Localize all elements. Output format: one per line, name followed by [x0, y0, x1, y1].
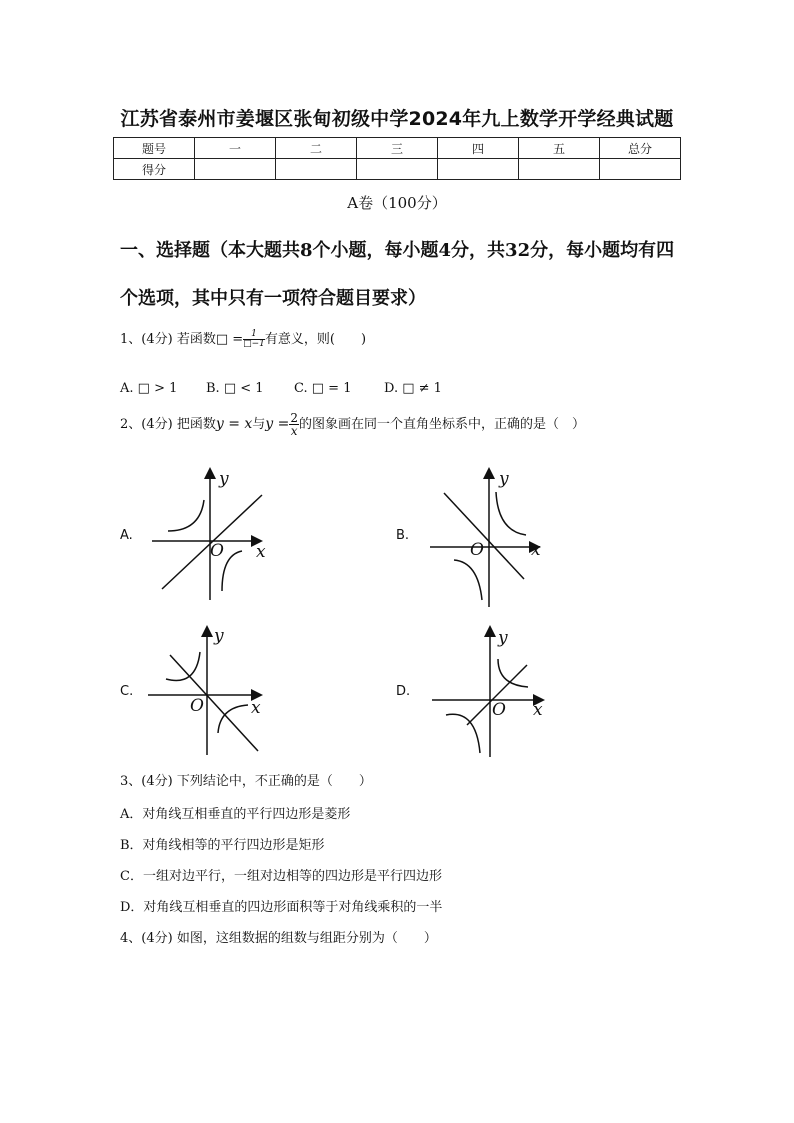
q1-option-a[interactable]: A. □ > 1 — [120, 381, 178, 396]
q1-option-c[interactable]: C. □ = 1 — [294, 381, 352, 396]
question-1-stem — [120, 328, 366, 349]
section-heading: 一、选择题（本大题共8个小题，每小题4分，共32分，每小题均有四个选项，其中只有一项符合题目要求） — [120, 240, 675, 309]
hyperbola-branch — [454, 560, 482, 600]
score-cell: 二 — [276, 138, 357, 159]
score-input-cell[interactable] — [519, 159, 600, 180]
q1-option-d[interactable]: D. □ ≠ 1 — [384, 381, 442, 396]
paper-part-heading: A卷（100分） — [347, 194, 447, 212]
score-cell: 题号 — [114, 138, 195, 159]
y-axis-label: y — [499, 469, 509, 489]
q1-prefix: 1、(4分) 若函数□ = — [120, 332, 244, 347]
line-y-equals-x — [444, 493, 524, 579]
graph-c[interactable] — [148, 625, 268, 760]
question-2-stem — [120, 412, 585, 437]
graph-a[interactable] — [150, 465, 270, 605]
score-input-cell[interactable] — [357, 159, 438, 180]
q3-option-b[interactable]: B．对角线相等的平行四边形是矩形 — [120, 838, 325, 853]
origin-label: O — [210, 541, 224, 561]
y-axis-label: y — [214, 626, 224, 646]
x-axis-label: x — [531, 540, 541, 560]
q3-option-d[interactable]: D．对角线互相垂直的四边形面积等于对角线乘积的一半 — [120, 900, 443, 915]
question-3-stem: 3、(4分) 下列结论中，不正确的是（ ） — [120, 774, 372, 789]
score-input-cell[interactable] — [195, 159, 276, 180]
q3-option-a[interactable]: A．对角线互相垂直的平行四边形是菱形 — [120, 807, 351, 822]
score-input-cell[interactable] — [438, 159, 519, 180]
question-1-options — [120, 381, 442, 396]
line-y-equals-x — [170, 655, 258, 751]
hyperbola-branch — [168, 500, 204, 531]
q2-option-c-label[interactable]: C. — [120, 684, 134, 699]
hyperbola-branch — [446, 714, 480, 753]
q2-eq1: y = x — [215, 416, 253, 432]
q2-mid: 与 — [252, 417, 266, 432]
hyperbola-branch — [222, 551, 242, 591]
q2-option-b-label[interactable]: B. — [396, 528, 410, 543]
q1-frac-num: 1 — [243, 330, 265, 340]
hyperbola-branch — [496, 492, 526, 535]
question-4-stem: 4、(4分) 如图，这组数据的组数与组距分别为（ ） — [120, 931, 437, 946]
q2-option-d-label[interactable]: D. — [396, 684, 411, 699]
q2-fraction — [289, 412, 299, 437]
q1-option-b[interactable]: B. □ < 1 — [206, 381, 264, 396]
y-axis-label: y — [498, 628, 508, 648]
score-cell: 五 — [519, 138, 600, 159]
origin-label: O — [470, 540, 484, 560]
q1-suffix: 有意义，则( ) — [264, 332, 367, 347]
x-axis-label: x — [251, 698, 261, 718]
score-row-label: 得分 — [114, 159, 195, 180]
q2-prefix: 2、(4分) 把函数 — [120, 417, 216, 432]
q2-suffix: 的图象画在同一个直角坐标系中，正确的是（ ） — [299, 417, 586, 432]
q1-fraction — [243, 330, 265, 349]
score-cell: 三 — [357, 138, 438, 159]
score-input-cell[interactable] — [600, 159, 681, 180]
x-axis-label: x — [533, 700, 543, 720]
hyperbola-branch — [498, 659, 528, 687]
q2-option-a-label[interactable]: A. — [120, 528, 133, 543]
q2-frac-den: x — [290, 424, 298, 438]
origin-label: O — [492, 700, 506, 720]
q3-option-c[interactable]: C．一组对边平行，一组对边相等的四边形是平行四边形 — [120, 869, 442, 884]
q1-frac-den: □−1 — [243, 339, 265, 349]
score-table-header-row — [114, 138, 681, 159]
score-cell: 一 — [195, 138, 276, 159]
q2-eq2-left: y = — [265, 416, 290, 432]
y-axis-label: y — [219, 469, 229, 489]
q2-frac-num: 2 — [290, 411, 299, 425]
origin-label: O — [190, 696, 204, 716]
score-input-cell[interactable] — [276, 159, 357, 180]
score-cell: 总分 — [600, 138, 681, 159]
hyperbola-branch — [218, 705, 248, 733]
score-table-score-row — [114, 159, 681, 180]
graph-d[interactable] — [432, 625, 552, 760]
page-title: 江苏省泰州市姜堰区张甸初级中学2024年九上数学开学经典试题 — [120, 108, 674, 130]
score-cell: 四 — [438, 138, 519, 159]
score-table — [113, 137, 681, 180]
graph-b[interactable] — [428, 465, 548, 610]
x-axis-label: x — [256, 542, 266, 562]
